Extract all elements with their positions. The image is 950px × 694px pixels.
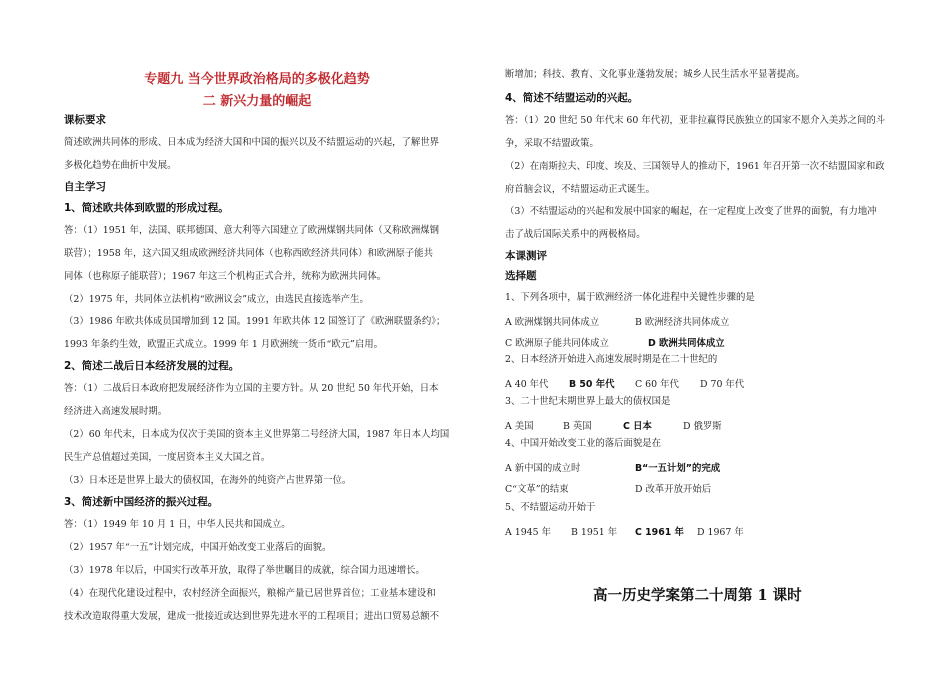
q4-line: 府首脑会议，不结盟运动正式诞生。 xyxy=(505,184,656,195)
option: D 70 年代 xyxy=(700,379,745,390)
q3-line: 技术改造取得重大发展，建成一批接近或达到世界先进水平的工程项目；进出口贸易总额不 xyxy=(64,611,440,622)
option: B 1951 年 xyxy=(571,527,618,538)
option: D 改革开放开始后 xyxy=(635,484,712,495)
test-heading: 本课测评 xyxy=(505,250,547,262)
q4-line: 击了战后国际关系中的两极格局。 xyxy=(505,229,646,240)
option-answer: D 欧洲共同体成立 xyxy=(648,338,725,349)
option: B 欧洲经济共同体成立 xyxy=(635,317,730,328)
option: D 俄罗斯 xyxy=(683,421,722,432)
option: C“文革”的结束 xyxy=(505,484,569,495)
zizhu-heading: 自主学习 xyxy=(64,181,106,193)
option-answer: B 50 年代 xyxy=(569,379,615,390)
option: A 40 年代 xyxy=(505,379,549,390)
q4-line: 答：（1）20 世纪 50 年代末 60 年代初，亚非拉赢得民族独立的国家不愿介入美苏之间的斗 xyxy=(505,115,886,126)
kebiao-text: 简述欧洲共同体的形成、日本成为经济大国和中国的振兴以及不结盟运动的兴起，了解世界 xyxy=(64,137,440,148)
q1-line: （2）1975 年，共同体立法机构“欧洲议会”成立，由选民直接选举产生。 xyxy=(64,294,369,305)
q2-heading: 2、简述二战后日本经济发展的过程。 xyxy=(64,360,240,372)
question-stem: 2、日本经济开始进入高速发展时期是在二十世纪的 xyxy=(505,354,718,365)
q2-line: （3）日本还是世界上最大的债权国，在海外的纯资产占世界第一位。 xyxy=(64,475,352,486)
choice-heading: 选择题 xyxy=(505,270,537,282)
question-stem: 4、中国开始改变工业的落后面貌是在 xyxy=(505,438,661,449)
q3-line: （3）1978 年以后，中国实行改革开放，取得了举世瞩目的成就，综合国力迅速增长。 xyxy=(64,565,425,576)
q4-line: （2）在南斯拉夫、印度、埃及、三国领导人的推动下，1961 年召开第一次不结盟国家和政 xyxy=(505,161,885,172)
q3-line: （4）在现代化建设过程中，农村经济全面振兴，粮棉产量已居世界首位；工业基本建设和 xyxy=(64,588,436,599)
q2-line: （2）60 年代末，日本成为仅次于美国的资本主义世界第二号经济大国，1987 年日本人均国 xyxy=(64,429,450,440)
q4-line: 争，采取不结盟政策。 xyxy=(505,138,599,149)
q2-line: 经济进入高速发展时期。 xyxy=(64,406,168,417)
option: A 欧洲煤钢共同体成立 xyxy=(505,317,600,328)
q1-line: 联营）；1958 年，这六国又组成欧洲经济共同体（也称西欧经济共同体）和欧洲原子能共 xyxy=(64,248,434,259)
option-answer: B“一五计划”的完成 xyxy=(635,463,721,474)
q1-line: 1993 年条约生效，欧盟正式成立。1999 年 1 月欧洲统一货币“欧元”启用。 xyxy=(64,339,383,350)
q3-line: 答：（1）1949 年 10 月 1 日，中华人民共和国成立。 xyxy=(64,519,291,530)
option-answer: C 1961 年 xyxy=(635,527,684,538)
q4-heading: 4、简述不结盟运动的兴起。 xyxy=(505,92,639,104)
kebiao-heading: 课标要求 xyxy=(64,114,106,126)
option: B 英国 xyxy=(563,421,592,432)
q4-line: （3）不结盟运动的兴起和发展中国家的崛起，在一定程度上改变了世界的面貌，有力地冲 xyxy=(505,206,877,217)
question-stem: 3、二十世纪末期世界上最大的债权国是 xyxy=(505,396,671,407)
question-stem: 5、不结盟运动开始于 xyxy=(505,502,596,513)
continued-line: 断增加；科技、教育、文化事业蓬勃发展；城乡人民生活水平显著提高。 xyxy=(505,69,806,80)
q3-line: （2）1957 年“一五”计划完成，中国开始改变工业落后的面貌。 xyxy=(64,542,332,553)
q2-line: 民生产总值超过美国，一度居资本主义大国之首。 xyxy=(64,452,271,463)
option: A 新中国的成立时 xyxy=(505,463,581,474)
option: A 美国 xyxy=(505,421,534,432)
q1-line: 答：（1）1951 年，法国、联邦德国、意大利等六国建立了欧洲煤钢共同体（又称欧洲煤钢 xyxy=(64,225,439,236)
q3-heading: 3、简述新中国经济的振兴过程。 xyxy=(64,496,219,508)
option: D 1967 年 xyxy=(697,527,744,538)
option: C 60 年代 xyxy=(635,379,679,390)
page-title: 专题九 当今世界政治格局的多极化趋势 xyxy=(144,72,370,87)
q1-heading: 1、简述欧共体到欧盟的形成过程。 xyxy=(64,202,229,214)
q1-line: （3）1986 年欧共体成员国增加到 12 国。1991 年欧共体 12 国签订了《欧洲联盟条约》； xyxy=(64,316,446,327)
q1-line: 同体（也称原子能联营）；1967 年这三个机构正式合并，统称为欧洲共同体。 xyxy=(64,271,387,282)
option-answer: C 日本 xyxy=(623,421,652,432)
footer-lesson-title: 高一历史学案第二十周第 1 课时 xyxy=(593,587,802,604)
kebiao-text: 多极化趋势在曲折中发展。 xyxy=(64,160,177,171)
page-subtitle: 二 新兴力量的崛起 xyxy=(202,94,312,109)
option: C 欧洲原子能共同体成立 xyxy=(505,338,609,349)
q2-line: 答：（1）二战后日本政府把发展经济作为立国的主要方针。从 20 世纪 50 年代开始，日本 xyxy=(64,383,439,394)
question-stem: 1、下列各项中，属于欧洲经济一体化进程中关键性步骤的是 xyxy=(505,292,755,303)
option: A 1945 年 xyxy=(505,527,551,538)
